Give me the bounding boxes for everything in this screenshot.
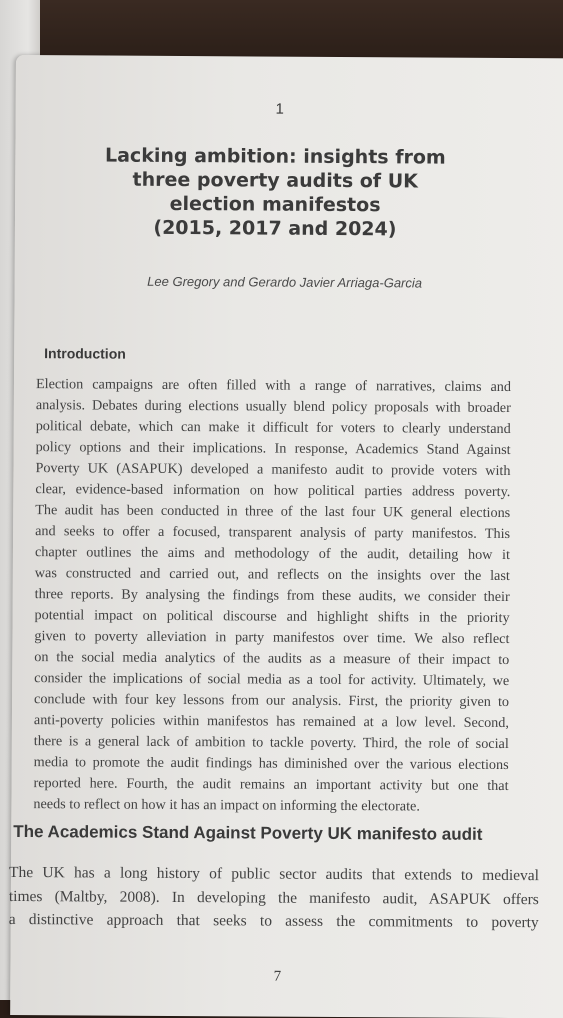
paragraph-line: clear, evidence-based information on how political parties address poverty. — [35, 481, 511, 501]
paragraph-line: given to poverty alleviation in party manifestos over time. We also reflect — [34, 628, 510, 648]
paragraph-line: there is a general lack of ambition to tackle poverty. Third, the role of social — [33, 733, 509, 753]
paragraph-line: on the social media analytics of the audits as a measure of their impact to — [34, 649, 510, 669]
paragraph-line: The audit has been conducted in three of the last four UK general elections — [35, 502, 511, 522]
paragraph-line: media to promote the audit findings has diminished over the various elections — [33, 754, 509, 774]
introduction-paragraph — [11, 375, 512, 819]
asapuk-paragraph — [8, 863, 541, 937]
chapter-title-line: three poverty audits of UK — [132, 168, 418, 193]
paragraph-line: was constructed and carried out, and reflects on the insights over the last — [34, 565, 510, 585]
paragraph-line: times (Maltby, 2008). In developing the manifesto audit, ASAPUK offers — [8, 887, 539, 908]
paragraph-line: and seeks to offer a focused, transparent analysis of party manifestos. This — [35, 523, 511, 543]
paragraph-line: reported here. Fourth, the audit remains an important activity but one that — [33, 775, 509, 795]
paragraph-line: consider the implications of social media as a tool for activity. Ultimately, we — [34, 670, 510, 690]
paragraph-line: anti-poverty policies within manifestos has remained at a low level. Second, — [33, 712, 509, 732]
chapter-authors: Lee Gregory and Gerardo Javier Arriaga-Garcia — [147, 273, 423, 291]
page-number: 7 — [273, 968, 282, 985]
paragraph-line: potential impact on political discourse and highlight shifts in the priority — [34, 607, 510, 627]
book-page — [10, 55, 563, 1018]
paragraph-line: Election campaigns are often filled with a range of narratives, claims and — [35, 376, 512, 396]
chapter-title-line: (2015, 2017 and 2024) — [153, 216, 397, 241]
introduction-heading: Introduction — [44, 345, 126, 362]
paragraph-line: The UK has a long history of public sector audits that extends to medieval — [8, 863, 540, 885]
paragraph-line: a distinctive approach that seeks to assess the commitments to poverty — [8, 910, 539, 932]
paragraph-line: chapter outlines the aims and methodology of the audit, detailing how it — [34, 544, 511, 564]
chapter-title-line: Lacking ambition: insights from — [104, 144, 446, 169]
paragraph-line: needs to reflect on how it has an impact on informing the electorate. — [33, 796, 420, 815]
paragraph-line: three reports. By analysing the findings from these audits, we consider their — [34, 586, 510, 606]
paragraph-line: analysis. Debates during elections usually blend policy proposals with broader — [35, 397, 511, 417]
chapter-title-line: election manifestos — [169, 192, 381, 217]
paragraph-line: policy options and their implications. In response, Academics Stand Against — [35, 439, 511, 459]
chapter-number: 1 — [275, 100, 284, 118]
chapter-title — [85, 143, 466, 241]
paragraph-line: conclude with four key lessons from our analysis. First, the priority given to — [34, 691, 510, 711]
paragraph-line: Poverty UK (ASAPUK) developed a manifesto audit to provide voters with — [35, 460, 511, 480]
paragraph-line: political debate, which can make it difficult for voters to clearly understand — [35, 418, 511, 438]
asapuk-section-heading: The Academics Stand Against Poverty UK manifesto audit — [13, 821, 483, 844]
